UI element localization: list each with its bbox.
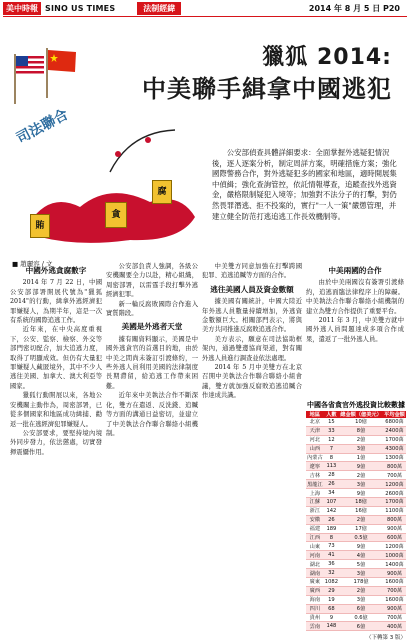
table-cell: 9 bbox=[324, 613, 339, 622]
headline-line1: 獵狐 2014: bbox=[262, 45, 392, 70]
header-rule bbox=[3, 16, 407, 17]
table-cell: 900萬 bbox=[383, 524, 406, 533]
table-cell: 4300萬 bbox=[383, 444, 406, 453]
table-cell: 廣西 bbox=[306, 586, 324, 595]
table-cell: 6800萬 bbox=[383, 418, 406, 426]
table-cell: 2億 bbox=[339, 515, 383, 524]
table-cell: 113 bbox=[324, 462, 339, 471]
paragraph: 公安部負責人強調，各級公安機關要全力以赴，精心組織，周密部署，以雷霆手段打擊外逃經濟犯罪。 bbox=[106, 263, 198, 299]
us-flag-icon bbox=[12, 54, 46, 104]
paragraph: 由於中美兩國沒有簽署引渡條約，追逃面臨法律程序上的障礙。中美執法合作聯合聯絡小組機制的建立為雙方合作提供了重要平台。 bbox=[306, 279, 404, 315]
table-cell: 6億 bbox=[339, 622, 383, 631]
table-cell: 河北 bbox=[306, 435, 324, 444]
table-cell: 73 bbox=[324, 542, 339, 551]
masthead-logo: 美中時報 bbox=[3, 2, 41, 15]
table-cell: 吉林 bbox=[306, 471, 324, 480]
table-cell: 142 bbox=[324, 506, 339, 515]
article-column-1 bbox=[10, 262, 102, 457]
table-row bbox=[306, 551, 406, 560]
table-cell: 178億 bbox=[339, 578, 383, 587]
table-cell: 1300萬 bbox=[383, 453, 406, 462]
hero-blurb: 公安部偵查具體詳細要求：全面掌握外逃疑犯情況後，逐人逐案分析，制定周詳方案，明確措施方案；強化國際警務合作，對外逃疑犯多的國家和地區，適時開展集中偵緝；強化查詢管控，依託情報導查，追蹤查找外逃資金，嚴格限制疑犯入境等；加強對不法分子的打擊，對仍然畏罪潛逃、拒不投案的，實行"一人一策"嚴懲管理，并建立健全防范打逃追逃工作長效機制等。 bbox=[212, 148, 397, 221]
table-cell: 2億 bbox=[339, 586, 383, 595]
subhead: 逃往美國人員及資金數額 bbox=[210, 284, 294, 294]
table-cell: 2億 bbox=[339, 435, 383, 444]
paragraph: 據美國有關統計，中國大陸近年外逃人員數量持續增加，外逃資金數額巨大。相關部門表示，將與美方共同推進反腐敗追逃合作。 bbox=[202, 298, 302, 334]
box-char-bribe: 賄 bbox=[30, 214, 50, 238]
box-char-corrupt: 腐 bbox=[152, 180, 172, 204]
article-column-4 bbox=[306, 262, 404, 344]
table-cell: 700萬 bbox=[383, 471, 406, 480]
table-row bbox=[306, 604, 406, 613]
table-header-cell: 總金額（億美元） bbox=[340, 412, 382, 418]
subhead: 美國是外逃者天堂 bbox=[121, 322, 183, 332]
table-title: 中國各省貪官外逃投資比較數據 bbox=[307, 401, 405, 409]
table-cell: 2400萬 bbox=[383, 426, 406, 435]
paragraph: 2014 年 7 月 22 日，中國公安部部署開展代號為"獵狐 2014"的行動，緝拿外逃經濟犯罪嫌疑人，為期半年，這是一次有系統的國際追逃工作。 bbox=[10, 279, 102, 325]
table-cell: 0.5億 bbox=[339, 533, 383, 542]
table-cell: 山東 bbox=[306, 542, 324, 551]
table-cell: 0.6億 bbox=[339, 613, 383, 622]
table-cell: 福建 bbox=[306, 524, 324, 533]
table-cell: 1200萬 bbox=[383, 480, 406, 489]
table-row bbox=[306, 426, 406, 435]
subhead: 中國外逃貪腐數字 bbox=[25, 266, 87, 275]
table-cell: 廣東 bbox=[306, 578, 324, 587]
table-cell: 33 bbox=[324, 426, 339, 435]
table-cell: 1600萬 bbox=[383, 578, 406, 587]
table-header-row bbox=[306, 411, 406, 418]
table-cell: 17億 bbox=[339, 524, 383, 533]
table-header-cell: 地區 bbox=[306, 411, 324, 418]
table-cell: 江蘇 bbox=[306, 498, 324, 507]
box-char-greed: 貪 bbox=[105, 202, 127, 228]
table-cell: 41 bbox=[324, 551, 339, 560]
table-row bbox=[306, 435, 406, 444]
hero-area bbox=[0, 18, 410, 268]
table-cell: 189 bbox=[324, 524, 339, 533]
table-cell: 800萬 bbox=[383, 515, 406, 524]
article-column-3 bbox=[202, 262, 302, 401]
table-cell: 上海 bbox=[306, 489, 324, 498]
table-header-cell: 平均金額 bbox=[384, 412, 405, 418]
table-row bbox=[306, 418, 406, 426]
paragraph: 美方表示，願意在司法協助框架內，通過雙邊協商渠道，對有關外逃人員進行調查並依法處理。 bbox=[202, 335, 302, 362]
table-cell: 遼寧 bbox=[306, 462, 324, 471]
table-cell: 700萬 bbox=[383, 586, 406, 595]
subhead: 中美兩國的合作 bbox=[328, 266, 382, 275]
table-cell: 7 bbox=[324, 444, 339, 453]
table-cell: 8億 bbox=[339, 426, 383, 435]
paragraph: 新一輪反腐敗國際合作進入實質階段。 bbox=[106, 300, 198, 318]
table-cell: 3億 bbox=[339, 569, 383, 578]
table-cell: 15 bbox=[324, 418, 339, 426]
table-cell: 32 bbox=[324, 569, 339, 578]
table-cell: 北京 bbox=[306, 418, 324, 426]
table-row bbox=[306, 498, 406, 507]
table-cell: 68 bbox=[324, 604, 339, 613]
table-cell: 10億 bbox=[339, 418, 383, 426]
paragraph: 中美雙方同意加強在打擊跨國犯罪、追逃追贓等方面的合作。 bbox=[202, 263, 302, 280]
table-cell: 900萬 bbox=[383, 569, 406, 578]
table-cell: 9億 bbox=[339, 489, 383, 498]
table-cell: 9億 bbox=[339, 542, 383, 551]
table-cell: 34 bbox=[324, 489, 339, 498]
table-cell: 6億 bbox=[339, 604, 383, 613]
issue-date: 2014 年 8 月 5 日 P20 bbox=[308, 3, 400, 13]
paragraph: 2014 年 5 月中美雙方在北京召開中美執法合作聯合聯絡小組會議，雙方就加強反腐敗追逃追贓合作達成共識。 bbox=[202, 364, 302, 400]
table-cell: 湖北 bbox=[306, 560, 324, 569]
table-cell: 1700萬 bbox=[383, 435, 406, 444]
table-cell: 3億 bbox=[339, 595, 383, 604]
table-body bbox=[306, 418, 406, 631]
table-row bbox=[306, 613, 406, 622]
headline-line2: 中美聯手緝拿中國逃犯 bbox=[142, 75, 392, 103]
paragraph: 2011 年 3 月，中美雙方就中國外逃人員問題達成多項合作成果，遣返了一批外逃人員。 bbox=[306, 317, 404, 343]
table-cell: 安徽 bbox=[306, 515, 324, 524]
table-cell: 8 bbox=[324, 453, 339, 462]
table-cell: 4億 bbox=[339, 551, 383, 560]
data-table bbox=[306, 411, 406, 631]
table-cell: 1100萬 bbox=[383, 506, 406, 515]
continued-note: （下轉第 3 版） bbox=[366, 635, 406, 641]
table-cell: 8 bbox=[324, 533, 339, 542]
table-row bbox=[306, 524, 406, 533]
table-cell: 四川 bbox=[306, 604, 324, 613]
table-cell: 3億 bbox=[339, 480, 383, 489]
table-row bbox=[306, 453, 406, 462]
table-cell: 18億 bbox=[339, 498, 383, 507]
table-cell: 1700萬 bbox=[383, 498, 406, 507]
table-cell: 湖南 bbox=[306, 569, 324, 578]
paragraph: 據有關資料顯示，美國是中國外逃貪官的首選目的地，由於中美之間尚未簽訂引渡條約，一些外逃人員利用美國的法律制度長期滯留，給追逃工作帶來困難。 bbox=[106, 335, 198, 390]
cn-flag-icon bbox=[44, 48, 78, 98]
table-cell: 1082 bbox=[324, 578, 338, 585]
table-cell: 19 bbox=[324, 595, 339, 604]
table-cell: 浙江 bbox=[306, 506, 324, 515]
table-row bbox=[306, 578, 406, 587]
table-cell: 9億 bbox=[339, 462, 383, 471]
paragraph: 近年來，在中央高度重視下，公安、監察、檢察、外交等部門密切配合，加大追逃力度，取得了明顯成效。但仍有大量犯罪嫌疑人藏匿境外，其中不少人逃往美國、加拿大、澳大利亞等國家。 bbox=[10, 326, 102, 390]
table-row bbox=[306, 560, 406, 569]
table-cell: 雲南 bbox=[306, 622, 324, 631]
table-cell: 5億 bbox=[339, 560, 383, 569]
table-cell: 12 bbox=[324, 435, 339, 444]
table-cell: 29 bbox=[324, 586, 339, 595]
table-cell: 內蒙古 bbox=[307, 455, 323, 461]
table-cell: 700萬 bbox=[383, 613, 406, 622]
table-row bbox=[306, 515, 406, 524]
table-cell: 16億 bbox=[339, 506, 383, 515]
table-cell: 36 bbox=[324, 560, 339, 569]
table-row bbox=[306, 533, 406, 542]
table-row bbox=[306, 622, 406, 631]
table-row bbox=[306, 489, 406, 498]
table-cell: 107 bbox=[324, 498, 339, 507]
table-cell: 貴州 bbox=[306, 613, 324, 622]
table-row bbox=[306, 569, 406, 578]
table-cell: 1億 bbox=[339, 453, 383, 462]
table-cell: 1200萬 bbox=[383, 542, 406, 551]
table-row bbox=[306, 462, 406, 471]
table-cell: 黑龍江 bbox=[307, 481, 323, 488]
table-cell: 山西 bbox=[306, 444, 324, 453]
table-cell: 28 bbox=[324, 471, 339, 480]
table-row bbox=[306, 586, 406, 595]
table-cell: 26 bbox=[324, 480, 339, 489]
byline: ■ 趙麗容 / 文 bbox=[12, 260, 53, 268]
table-cell: 800萬 bbox=[383, 462, 406, 471]
article-column-2 bbox=[106, 262, 198, 438]
paragraph: 近年來中美執法合作不斷深化，雙方在遣返、反洗錢、追贓等方面的溝通日益密切，並建立了中美執法合作聯合聯絡小組機制。 bbox=[106, 392, 198, 437]
table-row bbox=[306, 471, 406, 480]
table-cell: 900萬 bbox=[383, 604, 406, 613]
table-row bbox=[306, 542, 406, 551]
table-row bbox=[306, 506, 406, 515]
table-cell: 河南 bbox=[306, 551, 324, 560]
table-cell: 600萬 bbox=[383, 533, 406, 542]
table-cell: 148 bbox=[324, 622, 339, 631]
table-header-cell: 人數 bbox=[324, 411, 339, 418]
table-cell: 2600萬 bbox=[383, 489, 406, 498]
table-cell: 2億 bbox=[339, 471, 383, 480]
table-row bbox=[306, 480, 406, 489]
table-cell: 26 bbox=[324, 515, 339, 524]
page-header bbox=[0, 0, 410, 16]
table-cell: 江西 bbox=[306, 533, 324, 542]
judicial-cooperation-label: 司法聯合 bbox=[13, 106, 71, 148]
section-label: 法制經緯 bbox=[137, 2, 181, 15]
paragraph: 公安部要求，要堅持境內境外同步發力，依法懲處，切實發揮震懾作用。 bbox=[10, 429, 102, 456]
statistics-table bbox=[306, 400, 406, 641]
paragraph: 獵狐行動開展以來，各地公安機關主動作為，周密部署，已從多個國家和地區成功緝捕、勸返一批在逃經濟犯罪嫌疑人。 bbox=[10, 392, 102, 428]
table-cell: 1000萬 bbox=[383, 551, 406, 560]
masthead-brand: SINO US TIMES bbox=[45, 3, 116, 13]
table-cell: 1600萬 bbox=[383, 595, 406, 604]
table-row bbox=[306, 444, 406, 453]
table-cell: 400萬 bbox=[383, 622, 406, 631]
table-cell: 3億 bbox=[339, 444, 383, 453]
table-cell: 1400萬 bbox=[383, 560, 406, 569]
table-cell: 海南 bbox=[306, 595, 324, 604]
table-cell: 天津 bbox=[306, 426, 324, 435]
